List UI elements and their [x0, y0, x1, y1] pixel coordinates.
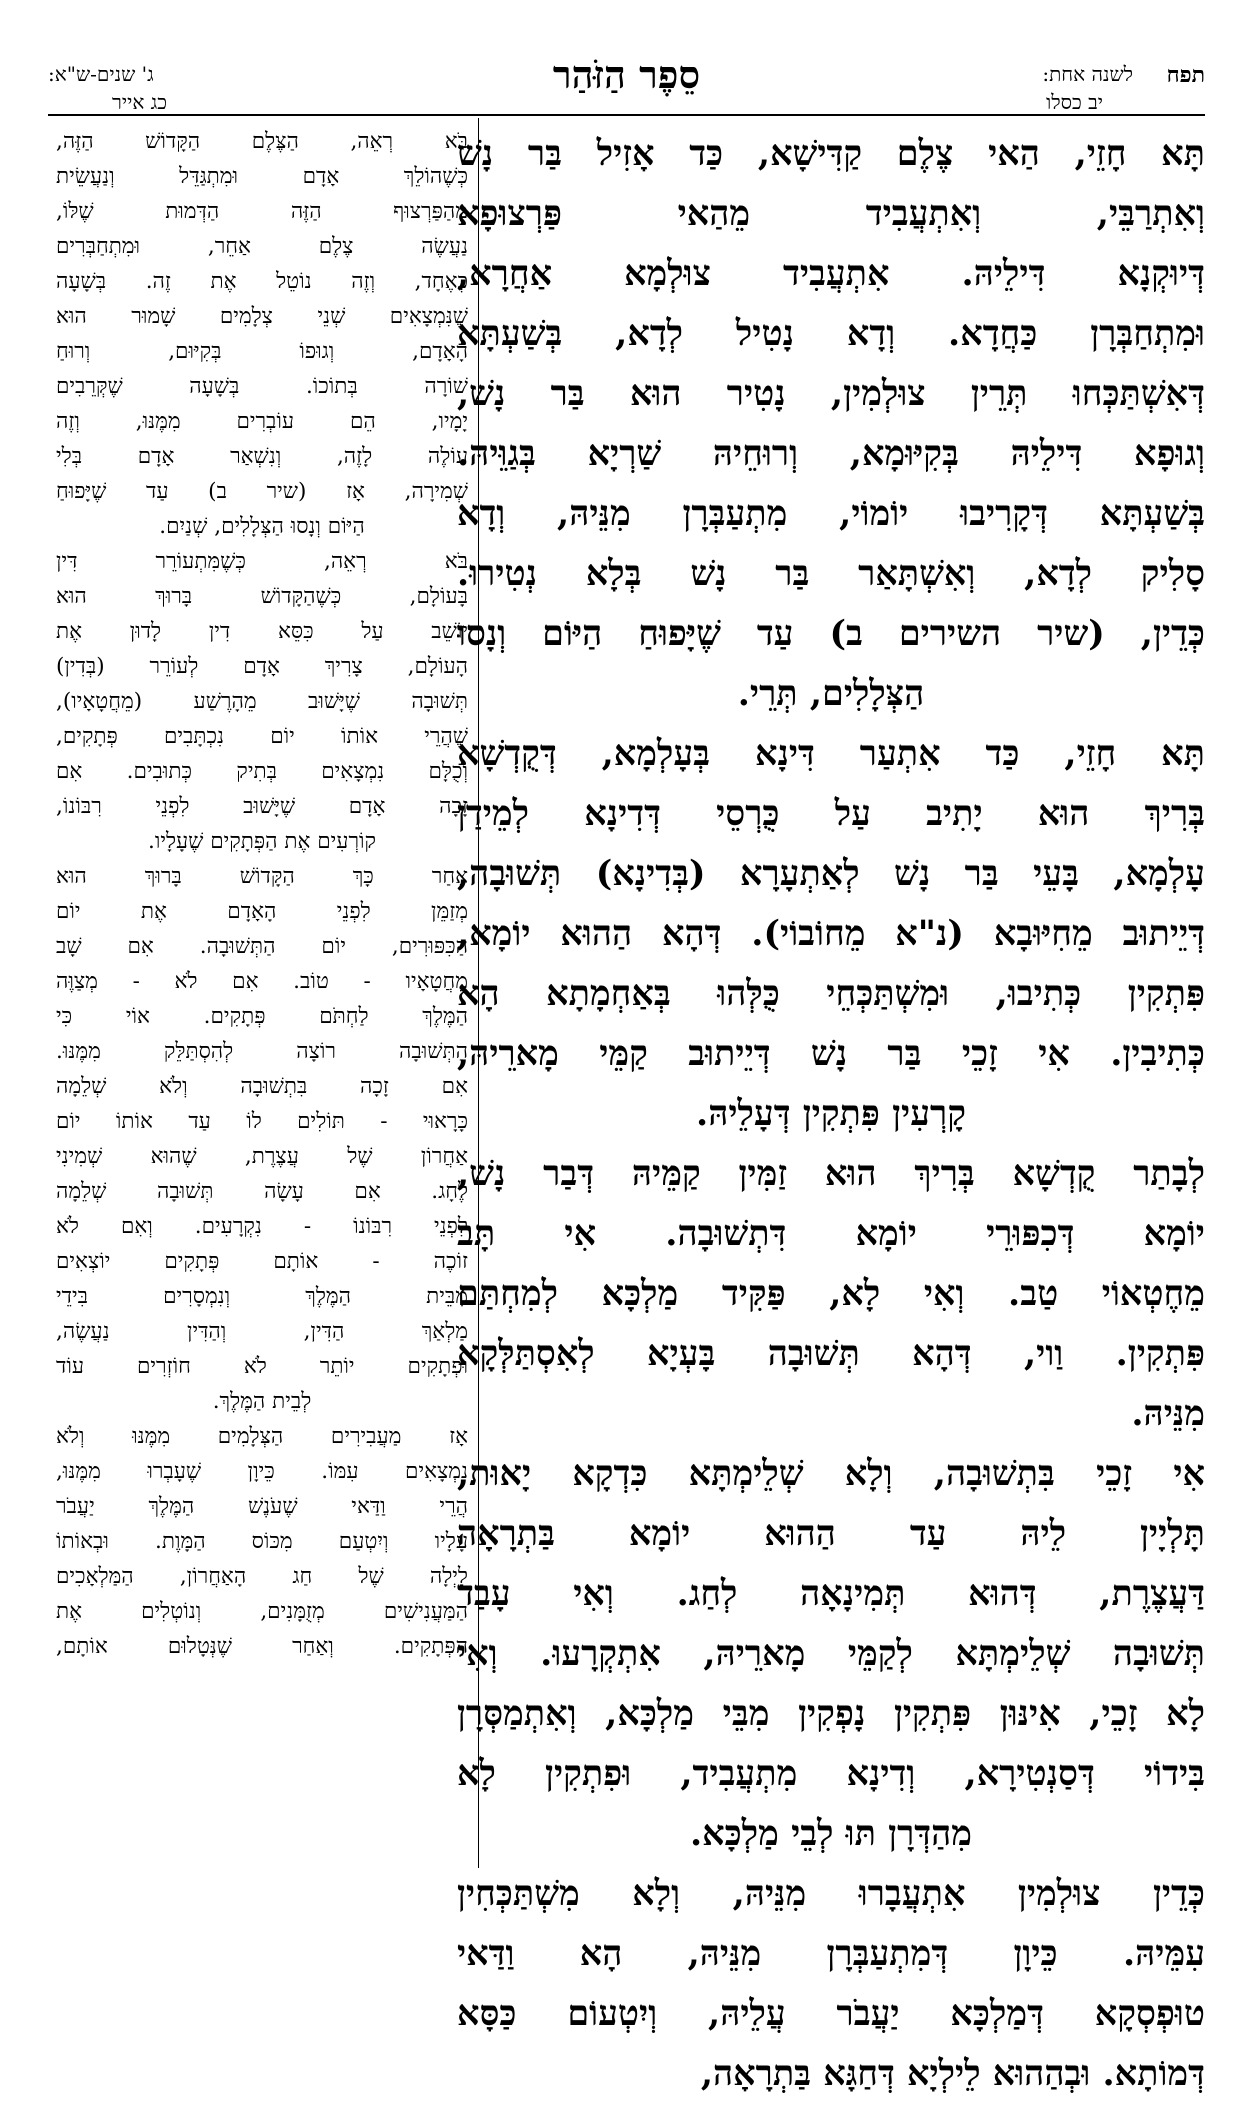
text-line: הַמַּעֲנִישִׁים מְזֻמָּנִים, וְנוֹטְלִים אֶת	[56, 1599, 468, 1624]
text-line: טוּפְסְקָא דְּמַלְכָּא יַעֲבֹר עֲלֵיהּ, וְיִטְעוֹם כַּסָּא	[457, 1993, 1205, 2034]
book-title: סֵפֶר הַזֹּהַר	[552, 52, 701, 97]
text-line: מֵחֲטָאָיו - טוֹב. אִם לֹא - מְצַוֶּה	[56, 969, 468, 994]
text-line: מֵהַפַּרְצוּף הַזֶּה הַדְּמוּת שֶׁלּוֹ,	[56, 199, 468, 224]
text-line: נַעֲשֶׂה צֶלֶם אַחֵר, וּמִתְחַבְּרִים	[56, 234, 468, 259]
text-line: סָלִיק לְדָא, וְאִשְׁתָּאַר בַּר נָשׁ בְּלָא נְטִירוּ.	[457, 553, 1205, 594]
text-line: עִמֵּיהּ. כֵּיוָן דְּמִתְעַבְּרָן מִנֵּיהּ, הָא וַדַּאי	[457, 1933, 1205, 1974]
text-line: עָלְמָא, בָּעֵי בַּר נָשׁ לְאַתְעָרָא (בְּדִינָא) תְּשׁוּבָה,	[457, 853, 1205, 894]
text-line: אַחַר כָּךְ הַקָּדוֹשׁ בָּרוּךְ הוּא	[56, 864, 468, 889]
text-line: הֲרֵי וַדַּאי שֶׁעֹנֶשׁ הַמֶּלֶךְ יַעֲבֹר	[56, 1494, 468, 1519]
text-line: כָּרָאוּי - תּוֹלִים לוֹ עַד אוֹתוֹ יוֹם	[56, 1109, 468, 1134]
text-line: הָעוֹלָם, צָרִיךְ אָדָם לְעוֹרֵר (בְּדִין)	[56, 654, 468, 679]
text-line: יוֹמָא דְּכִפּוּרֵי יוֹמָא דִּתְשׁוּבָה. אִי תָּב	[457, 1213, 1205, 1254]
text-line: בִּידוֹי דְּסַנְטִירָא, וְדִינָא מִתְעֲבִיד, וּפִתְקִין לָא	[457, 1753, 1205, 1794]
hebrew-translation-column	[56, 124, 468, 1664]
text-line: יָמָיו, הֵם עוֹבְרִים מִמֶּנּוּ, וְזֶה	[56, 409, 468, 434]
text-line: זָכָה אָדָם שֶׁיָּשׁוּב לִפְנֵי רִבּוֹנוֹ,	[56, 794, 468, 819]
text-line: כְּדֵין, (שיר השירים ב) עַד שֶׁיָּפוּחַ הַיּוֹם וְנָסוּ	[457, 613, 1205, 654]
text-line: הַכִּפּוּרִים, יוֹם הַתְּשׁוּבָה. אִם שָׁב	[56, 934, 468, 959]
text-line: בֹּא רְאֵה, הַצֶּלֶם הַקָּדוֹשׁ הַזֶּה,	[56, 129, 468, 154]
text-line: הַתְּשׁוּבָה רוֹצָה לְהִסְתַּלֵּק מִמֶּנּוּ.	[56, 1039, 468, 1064]
text-line: נִמְצָאִים עִמּוֹ. כֵּיוָן שֶׁעָבְרוּ מִמֶּנּוּ,	[56, 1459, 468, 1484]
text-line: הַמֶּלֶךְ לַחְתֹּם פְּתָקִים. אוֹי כִּי	[56, 1004, 468, 1029]
text-line: כְּתִיבִין. אִי זָכֵי בַּר נָשׁ דְּיֵיתוּב קַמֵּי מָארֵיהּ,	[457, 1033, 1205, 1074]
text-line: בְּרִיךְ הוּא יָתִיב עַל כֻּרְסֵי דְּדִינָא לְמֵידַן	[457, 793, 1205, 834]
page-header	[0, 0, 1253, 112]
study-date-three-years: כג אייר	[112, 90, 168, 114]
text-line: אִי זָכֵי בִּתְשׁוּבָה, וְלָא שְׁלֵימְתָּא כִּדְקָא יָאוּת,	[457, 1453, 1205, 1494]
text-line: הַצְּלָלִים, תְּרֵי.	[737, 673, 925, 714]
text-line: תָּא חָזֵי, כַּד אִתְעַר דִּינָא בְּעָלְמָא, דְּקֻדְשָׁא	[457, 733, 1205, 774]
text-line: דְּיוּקְנָא דִּילֵיהּ. אִתְעֲבִיד צוּלְמָא אַחֲרָא,	[457, 253, 1205, 294]
text-line: מִהַדְּרָן תּוּ לְבֵי מַלְכָּא.	[690, 1813, 972, 1854]
study-schedule-one-year: לשנה אחת:	[1042, 62, 1133, 86]
text-line: כְּאֶחָד, וְזֶה נוֹטֵל אֶת זֶה. בְּשָׁעָה	[56, 269, 468, 294]
text-line: כְּדֵין צוּלְמִין אִתְעֲבָרוּ מִנֵּיהּ, וְלָא מִשְׁתַּכְּחִין	[457, 1873, 1205, 1914]
text-line: לַיְלָה שֶׁל חַג הָאַחֲרוֹן, הַמַּלְאָכִים	[56, 1564, 468, 1589]
text-line: שׁוֹרָה בְּתוֹכוֹ. בְּשָׁעָה שֶׁקְּרֵבִים	[56, 374, 468, 399]
text-line: וְגוּפָא דִּילֵיהּ בְּקִיּוּמָא, וְרוּחֵיהּ שַׁרְיָא בְּגַוֵּיהּ.	[457, 433, 1205, 474]
text-line: לְבֵית הַמֶּלֶךְ.	[212, 1389, 312, 1414]
text-line: עוֹלֶה לָזֶה, וְנִשְׁאַר אָדָם בְּלִי	[56, 444, 468, 469]
study-date-one-year: יב כסלו	[1046, 90, 1103, 114]
text-line: לָא זָכֵי, אִינּוּן פִּתְקִין נָפְקִין מִבֵּי מַלְכָּא, וְאִתְמַסְּרָן	[457, 1693, 1205, 1734]
text-line: מֵחֶטְאוֹי טַב. וְאִי לָא, פַּקִּיד מַלְכָּא לְמִחְתַּם	[457, 1273, 1205, 1314]
text-line: בָּעוֹלָם, כְּשֶׁהַקָּדוֹשׁ בָּרוּךְ הוּא	[56, 584, 468, 609]
text-line: תָּא חָזֵי, הַאי צֶלֶם קַדִּישָׁא, כַּד אָזִיל בַּר נָשׁ	[457, 133, 1205, 174]
text-line: לֶחָג. אִם עָשָׂה תְּשׁוּבָה שְׁלֵמָה	[56, 1179, 468, 1204]
text-line: מִבֵּית הַמֶּלֶךְ וְנִמְסָרִים בִּידֵי	[56, 1284, 468, 1309]
text-line: דְּיֵיתוּב מֵחִיּוּבָא (נ"א מֵחוֹבוֹי). דְּהָא הַהוּא יוֹמָא,	[457, 913, 1205, 954]
text-line: הַיּוֹם וְנָסוּ הַצְּלָלִים, שְׁנַיִם.	[159, 514, 365, 539]
text-line: שְׁמִירָה, אָז (שיר ב) עַד שֶׁיָּפוּחַ	[56, 479, 468, 504]
text-line: בֹּא רְאֵה, כְּשֶׁמִּתְעוֹרֵר דִּין	[56, 549, 468, 574]
text-line: הָאָדָם, וְגוּפוֹ בְּקִיּוּם, וְרוּחַ	[56, 339, 468, 364]
text-line: בְּשַׁעְתָּא דְּקָרִיבוּ יוֹמוֹי, מִתְעַבְּרָן מִנֵּיהּ, וְדָא	[457, 493, 1205, 534]
text-line: וּמִתְחַבְּרָן כַּחֲדָא. וְדָא נָטִיל לְדָא, בְּשַׁעְתָּא	[457, 313, 1205, 354]
text-line: תְּשׁוּבָה שְׁלֵימְתָּא לְקַמֵּי מָארֵיהּ, אִתְקְרָעוּ. וְאִי	[457, 1633, 1205, 1674]
header-divider	[48, 114, 1205, 116]
text-line: יוֹשֵׁב עַל כִּסֵּא דִין לָדוּן אֶת	[56, 619, 468, 644]
text-line: דְּאִשְׁתַּכְּחוּ תְּרֵין צוּלְמִין, נָטִיר הוּא בַּר נָשׁ,	[457, 373, 1205, 414]
text-line: הַפְּתָקִים. וְאַחַר שֶׁנְּטָלוּם אוֹתָם,	[56, 1634, 468, 1659]
text-line: כְּשֶׁהוֹלֵךְ אָדָם וּמִתְגַּדֵּל וְנַעֲשֵׂית	[56, 164, 468, 189]
text-line: זוֹכֶה - אוֹתָם פְּתָקִים יוֹצְאִים	[56, 1249, 468, 1274]
aramaic-column	[457, 124, 1205, 2104]
text-line: תְּשׁוּבָה שֶׁיָּשׁוּב מֵהָרֶשַׁע (מֵחֲטָאָיו),	[56, 689, 468, 714]
page-number: תפח	[1166, 62, 1205, 88]
text-line: פִּתְקִין. וַוי, דְּהָא תְּשׁוּבָה בָּעְיָא לְאִסְתַּלְּקָא	[457, 1333, 1205, 1374]
text-line: מְזַמֵּן לִפְנֵי הָאָדָם אֶת יוֹם	[56, 899, 468, 924]
text-line: עָלָיו וְיִטְעַם מִכּוֹס הַמָּוֶת. וּבְאוֹתוֹ	[56, 1529, 468, 1554]
text-line: אַחֲרוֹן שֶׁל עֲצֶרֶת, שֶׁהוּא שְׁמִינִי	[56, 1144, 468, 1169]
text-line: אָז מַעֲבִירִים הַצְּלָמִים מִמֶּנּוּ וְלֹא	[56, 1424, 468, 1449]
text-line: קָרְעִין פִּתְקִין דְּעָלֵיהּ.	[696, 1093, 966, 1134]
text-line: מִנֵּיהּ.	[1131, 1393, 1205, 1434]
text-line: לִפְנֵי רִבּוֹנוֹ - נִקְרָעִים. וְאִם לֹא	[56, 1214, 468, 1239]
text-line: וְכֻלָּם נִמְצָאִים בְּתִיק כְּתוּבִים. אִם	[56, 759, 468, 784]
text-line: דַּעֲצֶרֶת, דְּהוּא תְּמִינָאָה לְחַג. וְאִי עָבַד	[457, 1573, 1205, 1614]
text-line: קוֹרְעִים אֶת הַפְּתָקִים שֶׁעָלָיו.	[147, 829, 377, 854]
text-line: מַלְאַךְ הַדִּין, וְהַדִּין נַעֲשֶׂה,	[56, 1319, 468, 1344]
text-line: וּפְתָקִים יוֹתֵר לֹא חוֹזְרִים עוֹד	[56, 1354, 468, 1379]
study-schedule-three-years: ג' שנים-ש"א:	[48, 62, 154, 86]
text-line: לְבָתַר קֻדְשָׁא בְּרִיךְ הוּא זַמִּין קַמֵּיהּ דְּבַר נָשׁ,	[457, 1153, 1205, 1194]
text-line: אִם זָכָה בִּתְשׁוּבָה וְלֹא שְׁלֵמָה	[56, 1074, 468, 1099]
text-line: דְּמוֹתָא. וּבְהַהוּא לֵילְיָא דְּחַגָּא בַּתְרָאָה,	[700, 2053, 1205, 2094]
text-line: שֶׁנִּמְצָאִים שְׁנֵי צְלָמִים שָׁמוּר הוּא	[56, 304, 468, 329]
text-line: פִּתְקִין כְּתִיבוּ, וּמִשְׁתַּכְּחֵי כֻּלְּהוּ בְּאַחְמָתָא הָא	[457, 973, 1205, 1014]
text-line: וְאִתְרַבֵּי, וְאִתְעֲבִיד מֵהַאי פַּרְצוּפָא	[457, 193, 1205, 234]
text-line: שֶׁהֲרֵי אוֹתוֹ יוֹם נִכְתָּבִים פְּתָקִים,	[56, 724, 468, 749]
text-line: תָּלְיָין לֵיהּ עַד הַהוּא יוֹמָא בַּתְרָאָה	[457, 1513, 1205, 1554]
